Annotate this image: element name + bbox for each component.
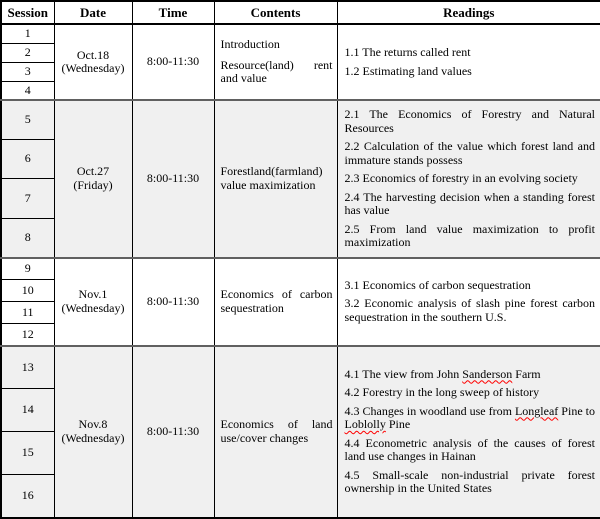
contents-paragraph: Economics of land use/cover changes xyxy=(220,417,333,445)
session-number-cell: 14 xyxy=(1,389,54,432)
time-cell: 8:00-11:30 xyxy=(132,258,214,346)
reading-text: 4.2 Forestry in the long sweep of history xyxy=(344,385,540,399)
reading-item xyxy=(345,65,596,79)
reading-item xyxy=(345,108,596,135)
contents-paragraph: Resource(land) rent and value xyxy=(220,57,333,86)
readings-cell xyxy=(337,24,600,100)
header-row xyxy=(1,1,600,24)
reading-item xyxy=(345,191,596,218)
reading-text: 4.3 Changes in woodland use from xyxy=(344,403,515,418)
contents-cell xyxy=(214,258,337,346)
date-weekday: (Wednesday) xyxy=(61,61,125,75)
date-cell xyxy=(54,100,132,258)
date-cell xyxy=(54,346,132,518)
contents-cell xyxy=(214,100,337,258)
date-weekday: (Friday) xyxy=(73,177,113,192)
contents-paragraph: Introduction xyxy=(220,37,280,52)
reading-text: 2.2 Calculation of the value which forest land and immature stands possess xyxy=(344,139,595,167)
readings-cell xyxy=(337,346,600,518)
session-number-cell: 6 xyxy=(1,139,54,178)
session-number-cell: 3 xyxy=(1,62,54,81)
session-number-cell: 10 xyxy=(1,280,54,302)
reading-item xyxy=(345,405,596,432)
date-cell xyxy=(54,24,132,100)
header-cell-time: Time xyxy=(132,1,214,24)
reading-item xyxy=(345,368,596,382)
reading-item xyxy=(345,469,596,496)
session-number-cell: 11 xyxy=(1,302,54,324)
reading-text: 4.4 Econometric analysis of the causes of forest land use changes in Hainan xyxy=(344,435,595,463)
session-number-cell: 12 xyxy=(1,324,54,346)
reading-item xyxy=(345,297,596,324)
misspelled-word: Longleaf xyxy=(514,403,559,418)
section-oct18 xyxy=(1,24,600,100)
session-number-cell: 8 xyxy=(1,218,54,257)
readings-cell xyxy=(337,100,600,258)
contents-paragraph: Forestland(farmland) value maximization xyxy=(220,164,323,192)
table-row xyxy=(1,346,600,389)
session-number-cell: 15 xyxy=(1,432,54,475)
session-number-cell: 5 xyxy=(1,100,54,139)
reading-text: Farm xyxy=(512,366,541,381)
session-number-cell: 4 xyxy=(1,81,54,100)
time-cell: 8:00-11:30 xyxy=(132,346,214,518)
reading-text: 1.2 Estimating land values xyxy=(344,63,472,78)
reading-text: 4.1 The view from John xyxy=(344,366,463,381)
reading-text: 2.4 The harvesting decision when a standing forest has value xyxy=(344,189,595,217)
reading-item xyxy=(345,46,596,60)
date-month-day: Oct.18 xyxy=(76,47,110,62)
section-nov1 xyxy=(1,258,600,346)
session-number-cell: 2 xyxy=(1,43,54,62)
reading-text: Pine to xyxy=(558,403,595,418)
section-oct27 xyxy=(1,100,600,258)
session-number-cell: 13 xyxy=(1,346,54,389)
header-cell-session: Session xyxy=(1,1,54,24)
contents-paragraph: Economics of carbon sequestration xyxy=(220,287,333,315)
reading-item xyxy=(345,172,596,186)
reading-text: 2.3 Economics of forestry in an evolving society xyxy=(344,171,578,185)
contents-cell xyxy=(214,346,337,518)
misspelled-word: Sanderson xyxy=(462,366,513,381)
header-cell-contents: Contents xyxy=(214,1,337,24)
date-cell xyxy=(54,258,132,346)
table-row xyxy=(1,24,600,43)
time-cell: 8:00-11:30 xyxy=(132,100,214,258)
reading-item xyxy=(345,386,596,400)
reading-text: 3.1 Economics of carbon sequestration xyxy=(344,277,531,292)
reading-text: 2.5 From land value maximization to profit maximization xyxy=(344,221,595,249)
date-weekday: (Wednesday) xyxy=(61,300,125,315)
reading-item xyxy=(345,223,596,250)
contents-cell xyxy=(214,24,337,100)
date-weekday: (Wednesday) xyxy=(61,430,125,445)
table-row xyxy=(1,258,600,280)
readings-cell xyxy=(337,258,600,346)
date-month-day: Nov.8 xyxy=(78,417,108,431)
reading-text: 2.1 The Economics of Forestry and Natural Resources xyxy=(344,107,595,135)
date-month-day: Nov.1 xyxy=(78,287,108,301)
reading-item xyxy=(345,437,596,464)
time-cell: 8:00-11:30 xyxy=(132,24,214,100)
date-month-day: Oct.27 xyxy=(76,164,110,179)
section-nov8 xyxy=(1,346,600,518)
reading-text: 4.5 Small-scale non-industrial private forest ownership in the United States xyxy=(344,467,595,495)
session-number-cell: 1 xyxy=(1,24,54,43)
header-cell-date: Date xyxy=(54,1,132,24)
session-number-cell: 7 xyxy=(1,179,54,218)
misspelled-word: Loblolly xyxy=(344,417,386,431)
table-row xyxy=(1,100,600,139)
reading-text: 1.1 The returns called rent xyxy=(344,45,471,59)
session-number-cell: 9 xyxy=(1,258,54,280)
session-number-cell: 16 xyxy=(1,475,54,518)
header-cell-readings: Readings xyxy=(337,1,600,24)
reading-item xyxy=(345,279,596,293)
reading-text: Pine xyxy=(385,417,411,431)
reading-item xyxy=(345,140,596,167)
reading-text: 3.2 Economic analysis of slash pine forest carbon sequestration in the southern U.S. xyxy=(344,296,595,324)
table-header xyxy=(1,1,600,24)
